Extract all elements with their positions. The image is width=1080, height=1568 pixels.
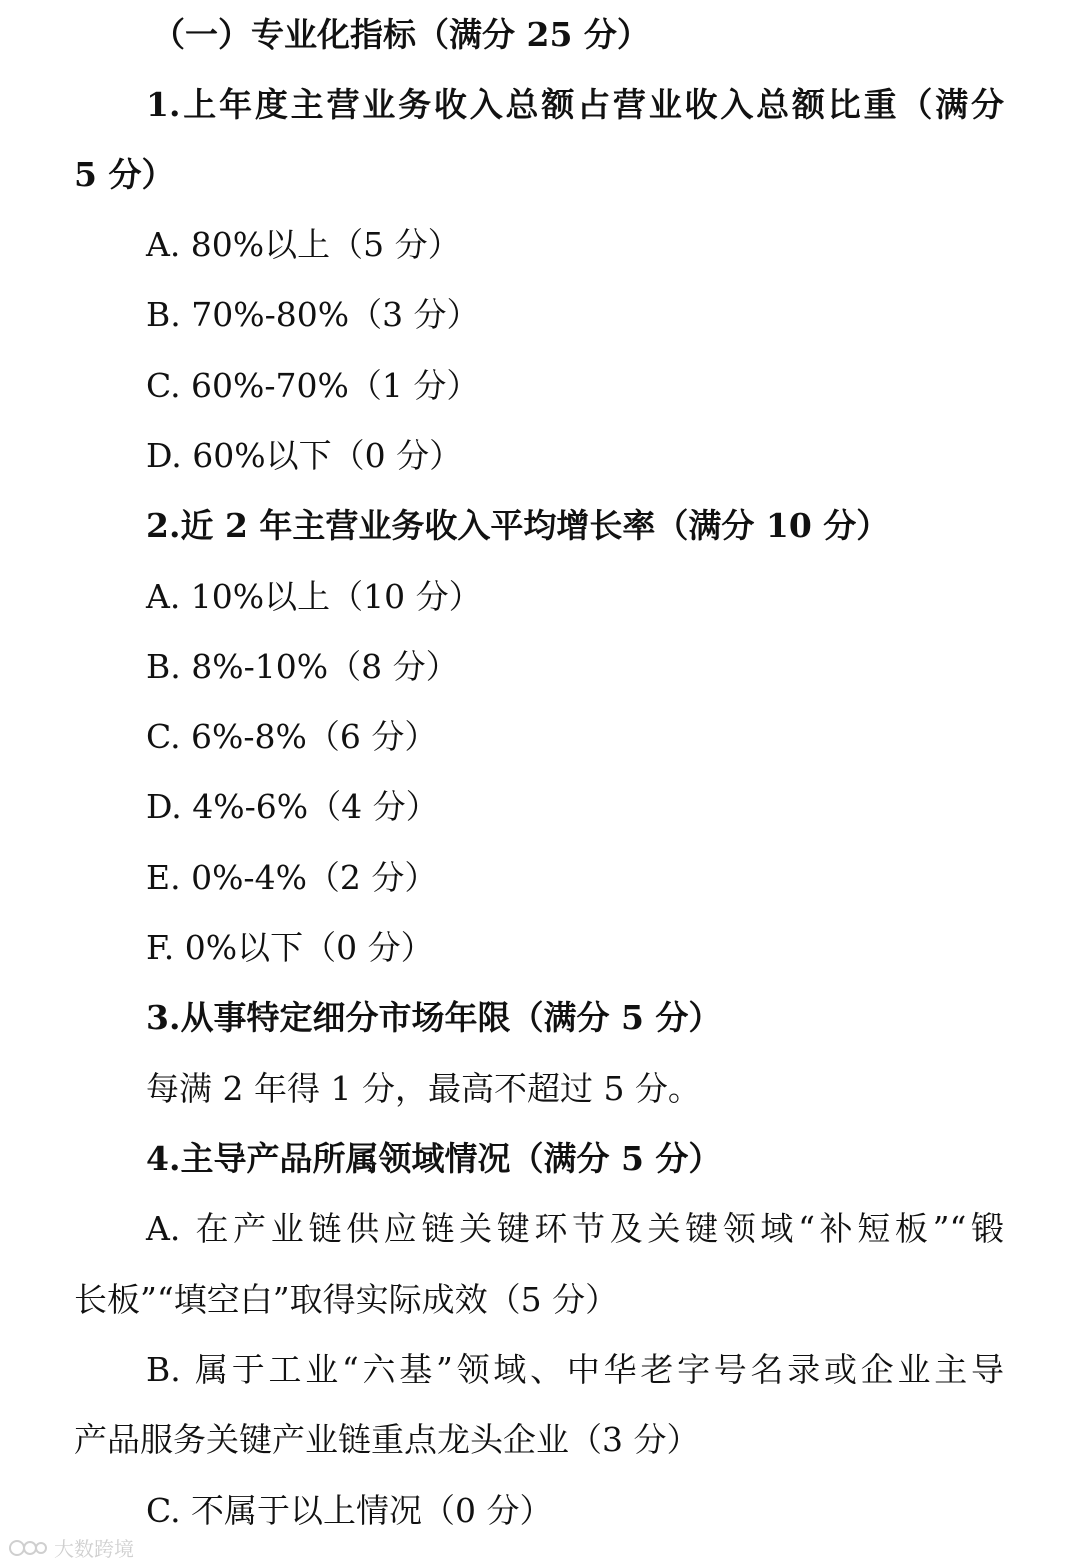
section-heading: （一）专业化指标（满分 25 分） (152, 15, 650, 54)
item-4-option-c: C. 不属于以上情况（0 分） (146, 1491, 553, 1530)
item-1-title-line2: 5 分） (74, 155, 175, 194)
item-1-option-b: B. 70%-80%（3 分） (146, 295, 480, 334)
item-2-option-a: A. 10%以上（10 分） (146, 577, 482, 616)
item-2-title: 2.近 2 年主营业务收入平均增长率（满分 10 分） (146, 506, 890, 545)
item-1-title-line1: 1.上年度主营业务收入总额占营业收入总额比重（满分 (146, 85, 1004, 124)
item-1-option-c: C. 60%-70%（1 分） (146, 366, 480, 405)
item-4-option-b-line2: 产品服务关键产业链重点龙头企业（3 分） (74, 1420, 700, 1459)
item-4-option-a-line1: A. 在产业链供应链关键环节及关键领域“补短板”“锻 (146, 1209, 1004, 1248)
item-4-title: 4.主导产品所属领域情况（满分 5 分） (146, 1139, 722, 1178)
item-2-option-f: F. 0%以下（0 分） (146, 928, 434, 967)
item-3-title: 3.从事特定细分市场年限（满分 5 分） (146, 998, 722, 1037)
item-2-option-c: C. 6%-8%（6 分） (146, 717, 438, 756)
item-1-option-a: A. 80%以上（5 分） (146, 225, 461, 264)
brand-logo-icon (8, 1537, 48, 1559)
item-2-option-b: B. 8%-10%（8 分） (146, 647, 459, 686)
item-2-option-d: D. 4%-6%（4 分） (146, 787, 439, 826)
watermark (8, 1533, 134, 1562)
item-4-option-a-line2: 长板”“填空白”取得实际成效（5 分） (74, 1280, 619, 1319)
item-2-option-e: E. 0%-4%（2 分） (146, 858, 438, 897)
item-1-option-d: D. 60%以下（0 分） (146, 436, 463, 475)
item-3-body: 每满 2 年得 1 分，最高不超过 5 分。 (146, 1069, 701, 1108)
watermark-text: 大数跨境 (54, 1537, 134, 1561)
item-4-option-b-line1: B. 属于工业“六基”领域、中华老字号名录或企业主导 (146, 1350, 1004, 1389)
